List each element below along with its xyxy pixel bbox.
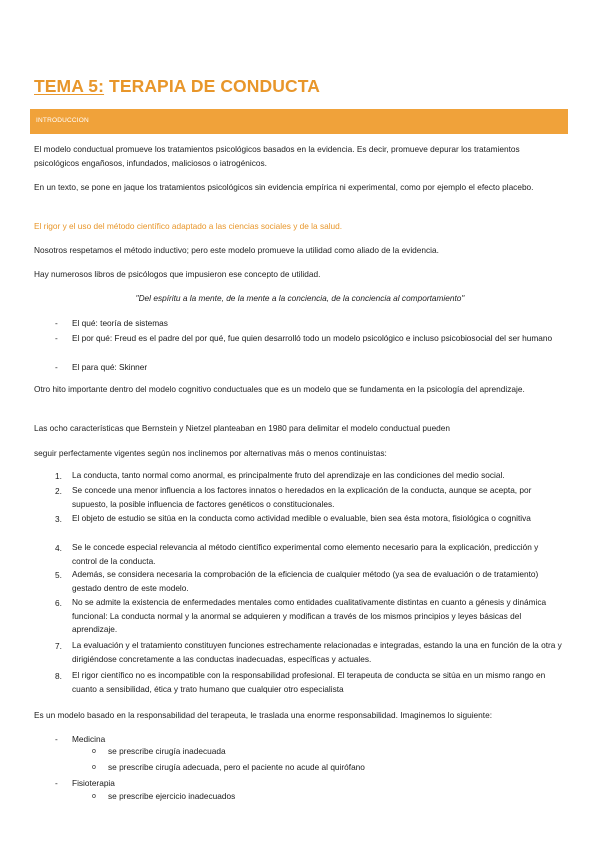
circle-bullet: o [92, 764, 96, 771]
list-item: La conducta, tanto normal como anormal, es principalmente fruto del aprendizaje en las condiciones del medio social. [72, 470, 505, 480]
paragraph-8: seguir perfectamente vigentes según nos inclinemos por alternativas más o menos continuistas: [34, 448, 387, 458]
title-rest: TERAPIA DE CONDUCTA [104, 76, 320, 96]
dash-bullet: - [55, 778, 58, 788]
list-item: Se le concede especial relevancia al método científico experimental como elemento necesario para la explicación, predicción y control de la conducta. [72, 542, 539, 566]
section-banner [30, 109, 568, 134]
paragraph-2: En un texto, se pone en jaque los tratamientos psicológicos sin evidencia empírica ni experimental, como por ejemplo el efecto placebo. [34, 182, 534, 192]
paragraph-7: Las ocho características que Bernstein y Nietzel planteaban en 1980 para delimitar el modelo conductual pueden [34, 423, 451, 433]
list-item: Además, se considera necesaria la comprobación de la eficiencia de cualquier método (ya sea de evaluación o de tratamiento) gestado dentro de este modelo. [72, 569, 539, 593]
circle-bullet: o [92, 793, 96, 800]
list-item: No se admite la existencia de enfermedades mentales como entidades cualitativamente distintas en cuanto a génesis y dinámica funcional: La conducta normal y la anormal se adquieren y modifican a través de los mismos principios y leyes básicas del aprendizaje. [72, 597, 547, 634]
page-title [34, 76, 320, 97]
list-item: El objeto de estudio se sitúa en la conducta como actividad medible o evaluable, bien sea ésta motora, fisiológica o cognitiva [72, 513, 531, 523]
list-number: 1. [55, 471, 62, 481]
bullet-item: El por qué: Freud es el padre del por qué, fue quien desarrolló todo un modelo psicológico e incluso psicobiosocial del ser humano [72, 333, 553, 343]
dash-bullet: - [55, 333, 58, 343]
list-number: 3. [55, 514, 62, 524]
list-number: 6. [55, 598, 62, 608]
paragraph-9: Es un modelo basado en la responsabilidad del terapeuta, le traslada una enorme responsabilidad. Imaginemos lo siguiente: [34, 710, 493, 720]
list-number: 7. [55, 641, 62, 651]
dash-bullet: - [55, 734, 58, 744]
bullet-item: El qué: teoría de sistemas [72, 318, 168, 328]
quote: "Del espíritu a la mente, de la mente a la conciencia, de la conciencia al comportamiento" [135, 293, 465, 303]
list-item: Se concede una menor influencia a los factores innatos o heredados en la explicación de la conducta, aunque se acepta, por supuesto, la posible influencia de factores genéticos o constitucionales. [72, 485, 532, 509]
list-number: 5. [55, 570, 62, 580]
dash-bullet: - [55, 362, 58, 372]
example-label: Medicina [72, 734, 106, 744]
list-number: 2. [55, 486, 62, 496]
highlight-paragraph: El rigor y el uso del método científico adaptado a las ciencias sociales y de la salud. [34, 221, 343, 231]
paragraph-1: El modelo conductual promueve los tratamientos psicológicos basados en la evidencia. Es decir, promueve depurar los tratamientos psicológicos engañosos, infundados, maliciosos o iatrogénicos. [34, 144, 520, 168]
circle-bullet: o [92, 748, 96, 755]
example-item: se prescribe ejercicio inadecuados [108, 791, 236, 801]
bullet-item: El para qué: Skinner [72, 362, 148, 372]
list-item: El rigor científico no es incompatible con la responsabilidad profesional. El terapeuta de conducta se sitúa en un mismo rango en cuanto a sensibilidad, ética y trato humano que cualquier otro especialista [72, 670, 546, 694]
paragraph-6: Otro hito importante dentro del modelo cognitivo conductuales que es un modelo que se fundamenta en la psicología del aprendizaje. [34, 384, 525, 394]
paragraph-4: Nosotros respetamos el método inductivo; pero este modelo promueve la utilidad como aliado de la evidencia. [34, 245, 439, 255]
example-item: se prescribe cirugía inadecuada [108, 746, 226, 756]
list-number: 8. [55, 671, 62, 681]
title-prefix: TEMA 5: [34, 76, 105, 96]
section-banner-label: INTRODUCCION [36, 117, 89, 124]
example-label: Fisioterapia [72, 778, 115, 788]
dash-bullet: - [55, 318, 58, 328]
paragraph-5: Hay numerosos libros de psicólogos que impusieron ese concepto de utilidad. [34, 269, 321, 279]
list-item: La evaluación y el tratamiento constituyen funciones estrechamente relacionadas e integradas, estando la una en función de la otra y dirigiéndose concretamente a las conductas inadecuadas, específicas y actuales. [72, 640, 562, 664]
example-item: se prescribe cirugía adecuada, pero el paciente no acude al quirófano [108, 762, 365, 772]
list-number: 4. [55, 543, 62, 553]
